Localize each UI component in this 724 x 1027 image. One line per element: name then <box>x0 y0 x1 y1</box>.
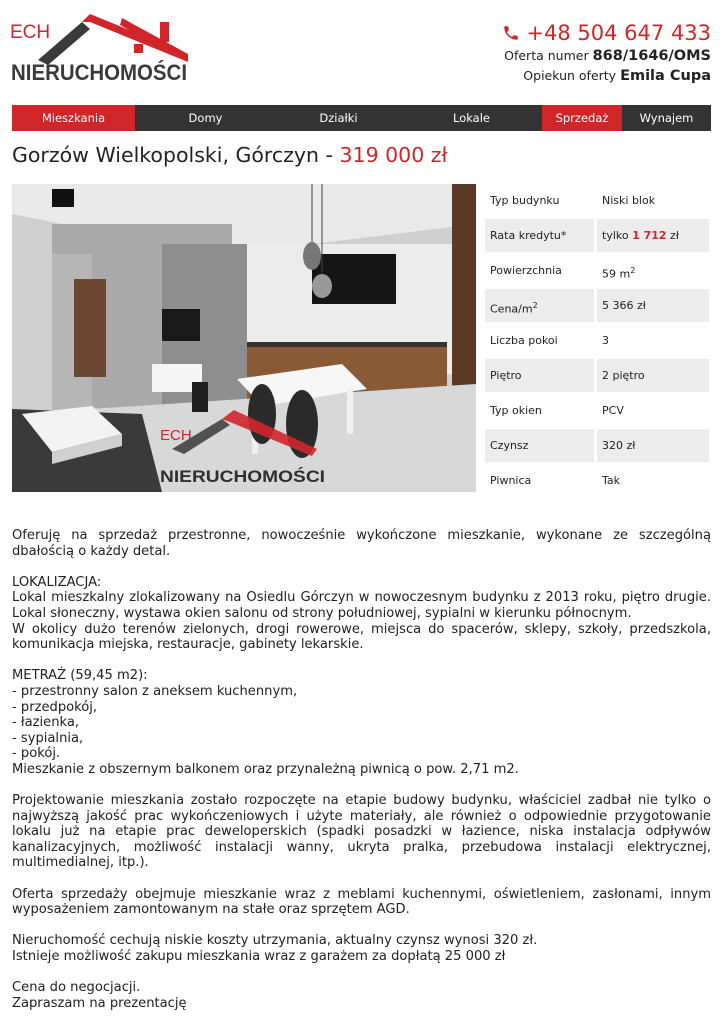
spec-value <box>597 219 709 252</box>
spec-row-price-per-m2 <box>485 289 709 322</box>
spec-label <box>485 289 594 322</box>
nav-item-domy[interactable]: Domy <box>188 111 223 125</box>
area-item: - łazienka, <box>12 715 80 731</box>
spec-value: Niski blok <box>602 194 656 207</box>
rate-prefix: tylko <box>602 229 629 242</box>
agent-line <box>502 66 711 86</box>
spec-row-basement <box>485 464 709 497</box>
company-logo[interactable] <box>10 8 195 86</box>
nav-item-lokale[interactable]: Lokale <box>452 111 490 125</box>
contact-block <box>502 20 711 86</box>
spec-label: Piętro <box>485 359 594 392</box>
main-nav <box>12 105 711 131</box>
phone-icon <box>502 24 520 42</box>
description-offer: Oferta sprzedaży obejmuje mieszkanie wraz z meblami kuchennymi, oświetleniem, zasłonami, innym wyposażeniem zamontowanym na stałe oraz sprzętem AGD. <box>12 886 711 918</box>
costs-text-1: Nieruchomość cechują niskie koszty utrzymania, aktualny czynsz wynosi 320 zł. <box>12 933 538 949</box>
area-value: 59 m <box>602 267 631 281</box>
costs-text-2: Istnieje możliwość zakupu mieszkania wraz z garażem za dopłatą 25 000 zł <box>12 949 506 965</box>
nav-item-dzialki[interactable]: Działki <box>319 111 358 125</box>
spec-value: 320 zł <box>597 429 709 462</box>
page-title <box>12 143 447 167</box>
specs-table <box>485 184 709 499</box>
price-m2-sup: 2 <box>532 301 538 310</box>
area-section <box>12 668 711 777</box>
spec-value: 2 piętro <box>597 359 709 392</box>
offer-number-line <box>502 46 711 66</box>
listing-location: Gorzów Wielkopolski, Górczyn - <box>12 143 333 167</box>
spec-row-building-type <box>485 184 709 217</box>
phone-line[interactable] <box>502 20 711 46</box>
listing-price: 319 000 zł <box>339 143 448 167</box>
location-heading: LOKALIZACJA: <box>12 574 102 590</box>
spec-row-floor <box>485 359 709 392</box>
spec-value <box>597 254 709 287</box>
costs-section <box>12 933 711 964</box>
price-m2-label: Cena/m <box>490 302 533 316</box>
logo-main: NIERUCHOMOŚCI <box>11 60 187 85</box>
spec-label: Typ budynku <box>490 194 560 207</box>
area-note: Mieszkanie z obszernym balkonem oraz przynależną piwnicą o pow. 2,71 m2. <box>12 761 519 777</box>
spec-label: Typ okien <box>490 404 542 417</box>
offer-number: 868/1646/OMS <box>592 48 711 64</box>
spec-value: 3 <box>602 334 609 347</box>
spec-value: 5 366 zł <box>597 289 709 322</box>
spec-label: Liczba pokoi <box>490 334 558 347</box>
photo-watermark-prefix: ECH <box>160 427 192 444</box>
phone-number[interactable]: +48 504 647 433 <box>526 21 711 45</box>
closing-text-2: Zapraszam na prezentację <box>12 995 187 1011</box>
location-text-2: W okolicy dużo terenów zielonych, drogi rowerowe, miejsca do spacerów, sklepy, szkoły, przedszkola, komunikacja miejska, restauracje, gabinety lekarskie. <box>12 621 711 653</box>
area-heading: METRAŻ (59,45 m2): <box>12 668 148 684</box>
listing-description <box>12 528 711 1027</box>
description-project: Projektowanie mieszkania zostało rozpoczęte na etapie budowy budynku, właściciel zadbał nie tylko o najwyższą jakość prac wykończeniowych i użyte materiały, ale również o odpowiednie przygotowanie lokalu już na etapie prac deweloperskich (spadki posadzki w łazience, niska instalacja odpływów kanalizacyjnych, możliwość instalacji wanny, ukryta pralka, przebudowa instalacji elektrycznej, multimedialnej, itp.). <box>12 793 711 871</box>
rate-amount: 1 712 <box>632 229 667 242</box>
logo-roof-red <box>82 14 188 62</box>
spec-row-credit-rate <box>485 219 709 252</box>
area-item: - sypialnia, <box>12 730 84 746</box>
spec-value: PCV <box>602 404 624 417</box>
closing-section <box>12 980 711 1011</box>
spec-label: Rata kredytu* <box>485 219 594 252</box>
location-section <box>12 575 711 653</box>
spec-label: Piwnica <box>490 474 532 487</box>
area-item: - przedpokój, <box>12 699 98 715</box>
nav-item-mieszkania[interactable]: Mieszkania <box>12 105 135 131</box>
nav-item-sprzedaz[interactable]: Sprzedaż <box>542 105 622 131</box>
photo-watermark-main: NIERUCHOMOŚCI <box>160 467 325 486</box>
closing-text-1: Cena do negocjacji. <box>12 980 141 996</box>
offer-number-label: Oferta numer <box>504 48 589 63</box>
logo-chimney <box>160 22 169 42</box>
rate-suffix: zł <box>670 229 679 242</box>
spec-label: Powierzchnia <box>490 264 562 277</box>
spec-value: Tak <box>602 474 621 487</box>
agent-label: Opiekun oferty <box>523 68 617 83</box>
logo-roof-red-right <box>120 18 188 60</box>
spec-label: Czynsz <box>485 429 594 462</box>
area-item: - pokój. <box>12 746 61 762</box>
description-intro: Oferuję na sprzedaż przestronne, nowocześnie wykończone mieszkanie, wykonane ze szczególną dbałością o każdy detal. <box>12 528 711 559</box>
nav-item-wynajem[interactable]: Wynajem <box>639 111 694 125</box>
area-item: - przestronny salon z aneksem kuchennym, <box>12 683 298 699</box>
logo-window <box>134 44 143 53</box>
spec-row-rooms <box>485 324 709 357</box>
spec-row-windows <box>485 394 709 427</box>
location-text-1: Lokal mieszkalny zlokalizowany na Osiedlu Górczyn w nowoczesnym budynku z 2013 roku, piętro drugie. Lokal słoneczny, wystawa okien salonu od strony południowej, sypialni w kierunku północnym. <box>12 590 711 621</box>
agent-name: Emila Cupa <box>620 68 711 84</box>
spec-row-area <box>485 254 709 287</box>
area-unit-sup: 2 <box>630 266 636 275</box>
spec-row-rent <box>485 429 709 462</box>
interior-photo <box>12 184 476 492</box>
logo-prefix: ECH <box>10 22 51 43</box>
listing-photo[interactable] <box>12 184 476 492</box>
